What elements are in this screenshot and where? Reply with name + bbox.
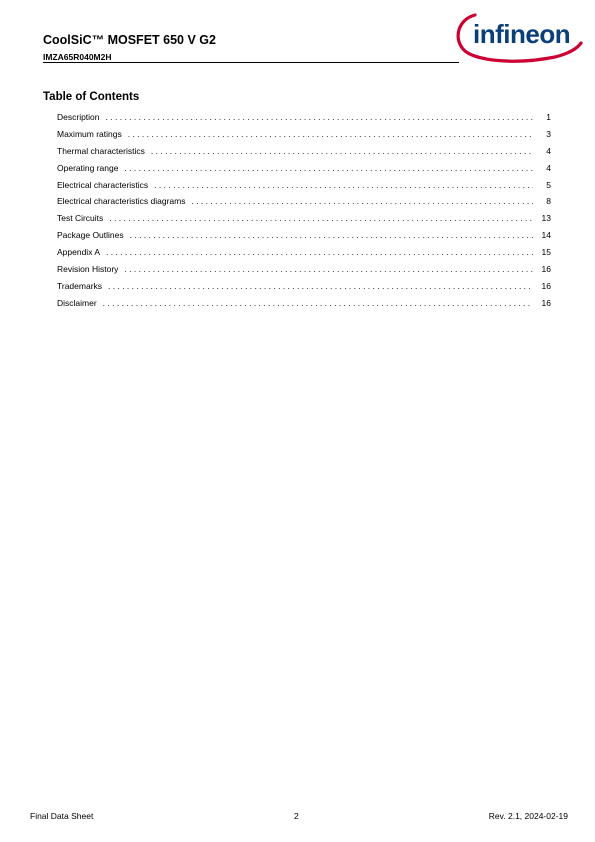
toc-entry[interactable] (57, 230, 551, 247)
toc-entry-title[interactable]: Thermal characteristics (57, 145, 145, 156)
footer-page-number: 2 (294, 811, 299, 821)
toc-entry-page[interactable]: 13 (541, 213, 551, 224)
toc-entry[interactable] (57, 112, 551, 129)
header-divider (43, 62, 459, 63)
toc-entry-page[interactable]: 3 (546, 128, 551, 139)
toc-entry-title[interactable]: Trademarks (57, 280, 103, 291)
toc-entry-title[interactable]: Appendix A (57, 247, 101, 258)
footer-revision: Rev. 2.1, 2024-02-19 (488, 811, 568, 821)
toc-entry-page[interactable]: 4 (546, 145, 551, 156)
toc-leader-dots (130, 230, 533, 240)
toc-entry-title[interactable]: Maximum ratings (57, 128, 122, 139)
logo-text: infineon (473, 19, 571, 49)
document-title: CoolSiC™ MOSFET 650 V G2 (43, 33, 216, 47)
toc-entry-page[interactable]: 5 (546, 179, 551, 190)
toc-entry-page[interactable]: 16 (541, 297, 551, 308)
toc-leader-dots (103, 298, 533, 308)
toc-entry-page[interactable]: 1 (546, 112, 551, 122)
toc-entry[interactable] (57, 163, 551, 180)
toc-entry[interactable] (57, 129, 551, 146)
part-number: IMZA65R040M2H (43, 52, 112, 62)
toc-entry-title[interactable]: Electrical characteristics diagrams (57, 196, 186, 207)
toc-leader-dots (106, 247, 533, 257)
toc-entry-page[interactable]: 14 (541, 230, 551, 241)
toc-leader-dots (128, 129, 533, 139)
toc-leader-dots (151, 146, 533, 156)
toc-entry-page[interactable]: 15 (541, 247, 551, 258)
toc-entry-title[interactable]: Electrical characteristics (57, 179, 149, 190)
toc-entry-title[interactable]: Revision History (57, 264, 119, 275)
toc-leader-dots (108, 281, 533, 291)
toc-entry-title[interactable]: Operating range (57, 162, 119, 173)
toc-entry[interactable] (57, 196, 551, 213)
toc-entry[interactable] (57, 281, 551, 298)
toc-entry[interactable] (57, 247, 551, 264)
toc-leader-dots (109, 213, 533, 223)
toc-entry[interactable] (57, 264, 551, 281)
toc-entry[interactable] (57, 146, 551, 163)
toc-entry[interactable] (57, 213, 551, 230)
toc-entry[interactable] (57, 180, 551, 197)
toc-entry-title[interactable]: Description (57, 112, 100, 122)
toc-leader-dots (124, 163, 533, 173)
toc-leader-dots (124, 264, 533, 274)
toc-entry-title[interactable]: Test Circuits (57, 213, 104, 224)
toc-leader-dots (106, 112, 533, 122)
footer-doc-type: Final Data Sheet (30, 811, 94, 821)
toc-leader-dots (154, 180, 533, 190)
toc-leader-dots (191, 196, 533, 206)
toc-entry-title[interactable]: Package Outlines (57, 230, 124, 241)
infineon-logo (455, 7, 583, 65)
toc-entry-page[interactable]: 16 (541, 280, 551, 291)
toc-entry-page[interactable]: 4 (546, 162, 551, 173)
toc-entry-title[interactable]: Disclaimer (57, 297, 97, 308)
toc-entry[interactable] (57, 298, 551, 315)
toc-entry-page[interactable]: 16 (541, 264, 551, 275)
toc-entry-page[interactable]: 8 (546, 196, 551, 207)
toc-heading: Table of Contents (43, 91, 140, 103)
table-of-contents (57, 112, 551, 315)
